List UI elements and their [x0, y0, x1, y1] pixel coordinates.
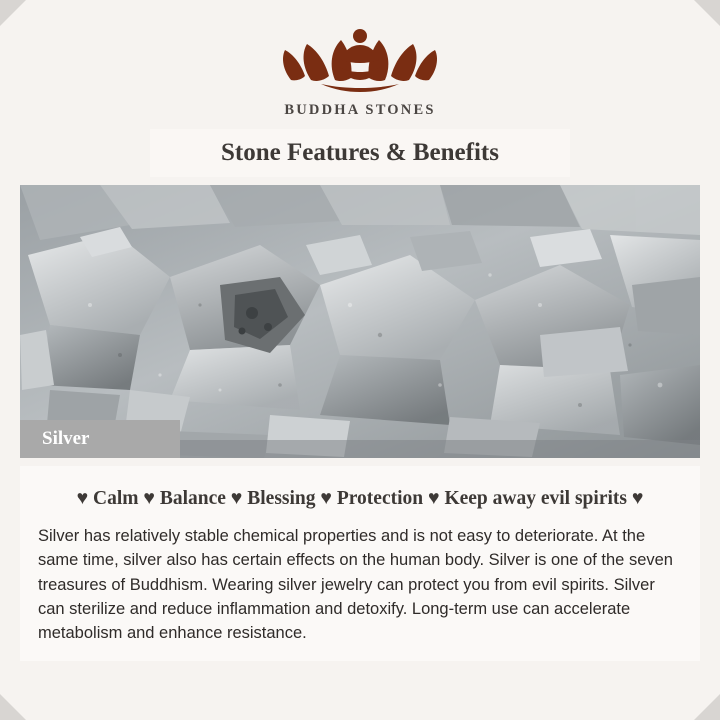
- corner-decoration-bottom-right: [694, 694, 720, 720]
- brand-name: BUDDHA STONES: [284, 102, 436, 118]
- stone-name-label: Silver: [20, 420, 180, 458]
- stone-description-text: Silver has relatively stable chemical properties and is not easy to deteriorate. At the same time, silver also has certain effects on the human body. Silver is one of the seven treasures of Buddhism. Wearing silver jewelry can protect you from evil spirits. Silver can sterilize and reduce inflammation and detoxify. Long-term use can accelerate metabolism and enhance resistance.: [38, 527, 673, 642]
- stone-description-panel: [20, 466, 700, 661]
- silver-ore-rocks-illustration: [20, 185, 700, 458]
- stone-photo: [20, 185, 700, 458]
- corner-decoration-top-left: [0, 0, 26, 26]
- corner-decoration-bottom-left: [0, 694, 26, 720]
- lotus-meditation-icon: [0, 18, 720, 96]
- section-title-band: [0, 129, 720, 177]
- footer-spacer: [0, 661, 720, 713]
- stone-keywords: ♥ Calm ♥ Balance ♥ Blessing ♥ Protection ♥ Keep away evil spirits ♥: [76, 488, 644, 509]
- page-title: Stone Features & Benefits: [221, 139, 499, 166]
- corner-decoration-top-right: [694, 0, 720, 26]
- brand-header: [0, 0, 720, 119]
